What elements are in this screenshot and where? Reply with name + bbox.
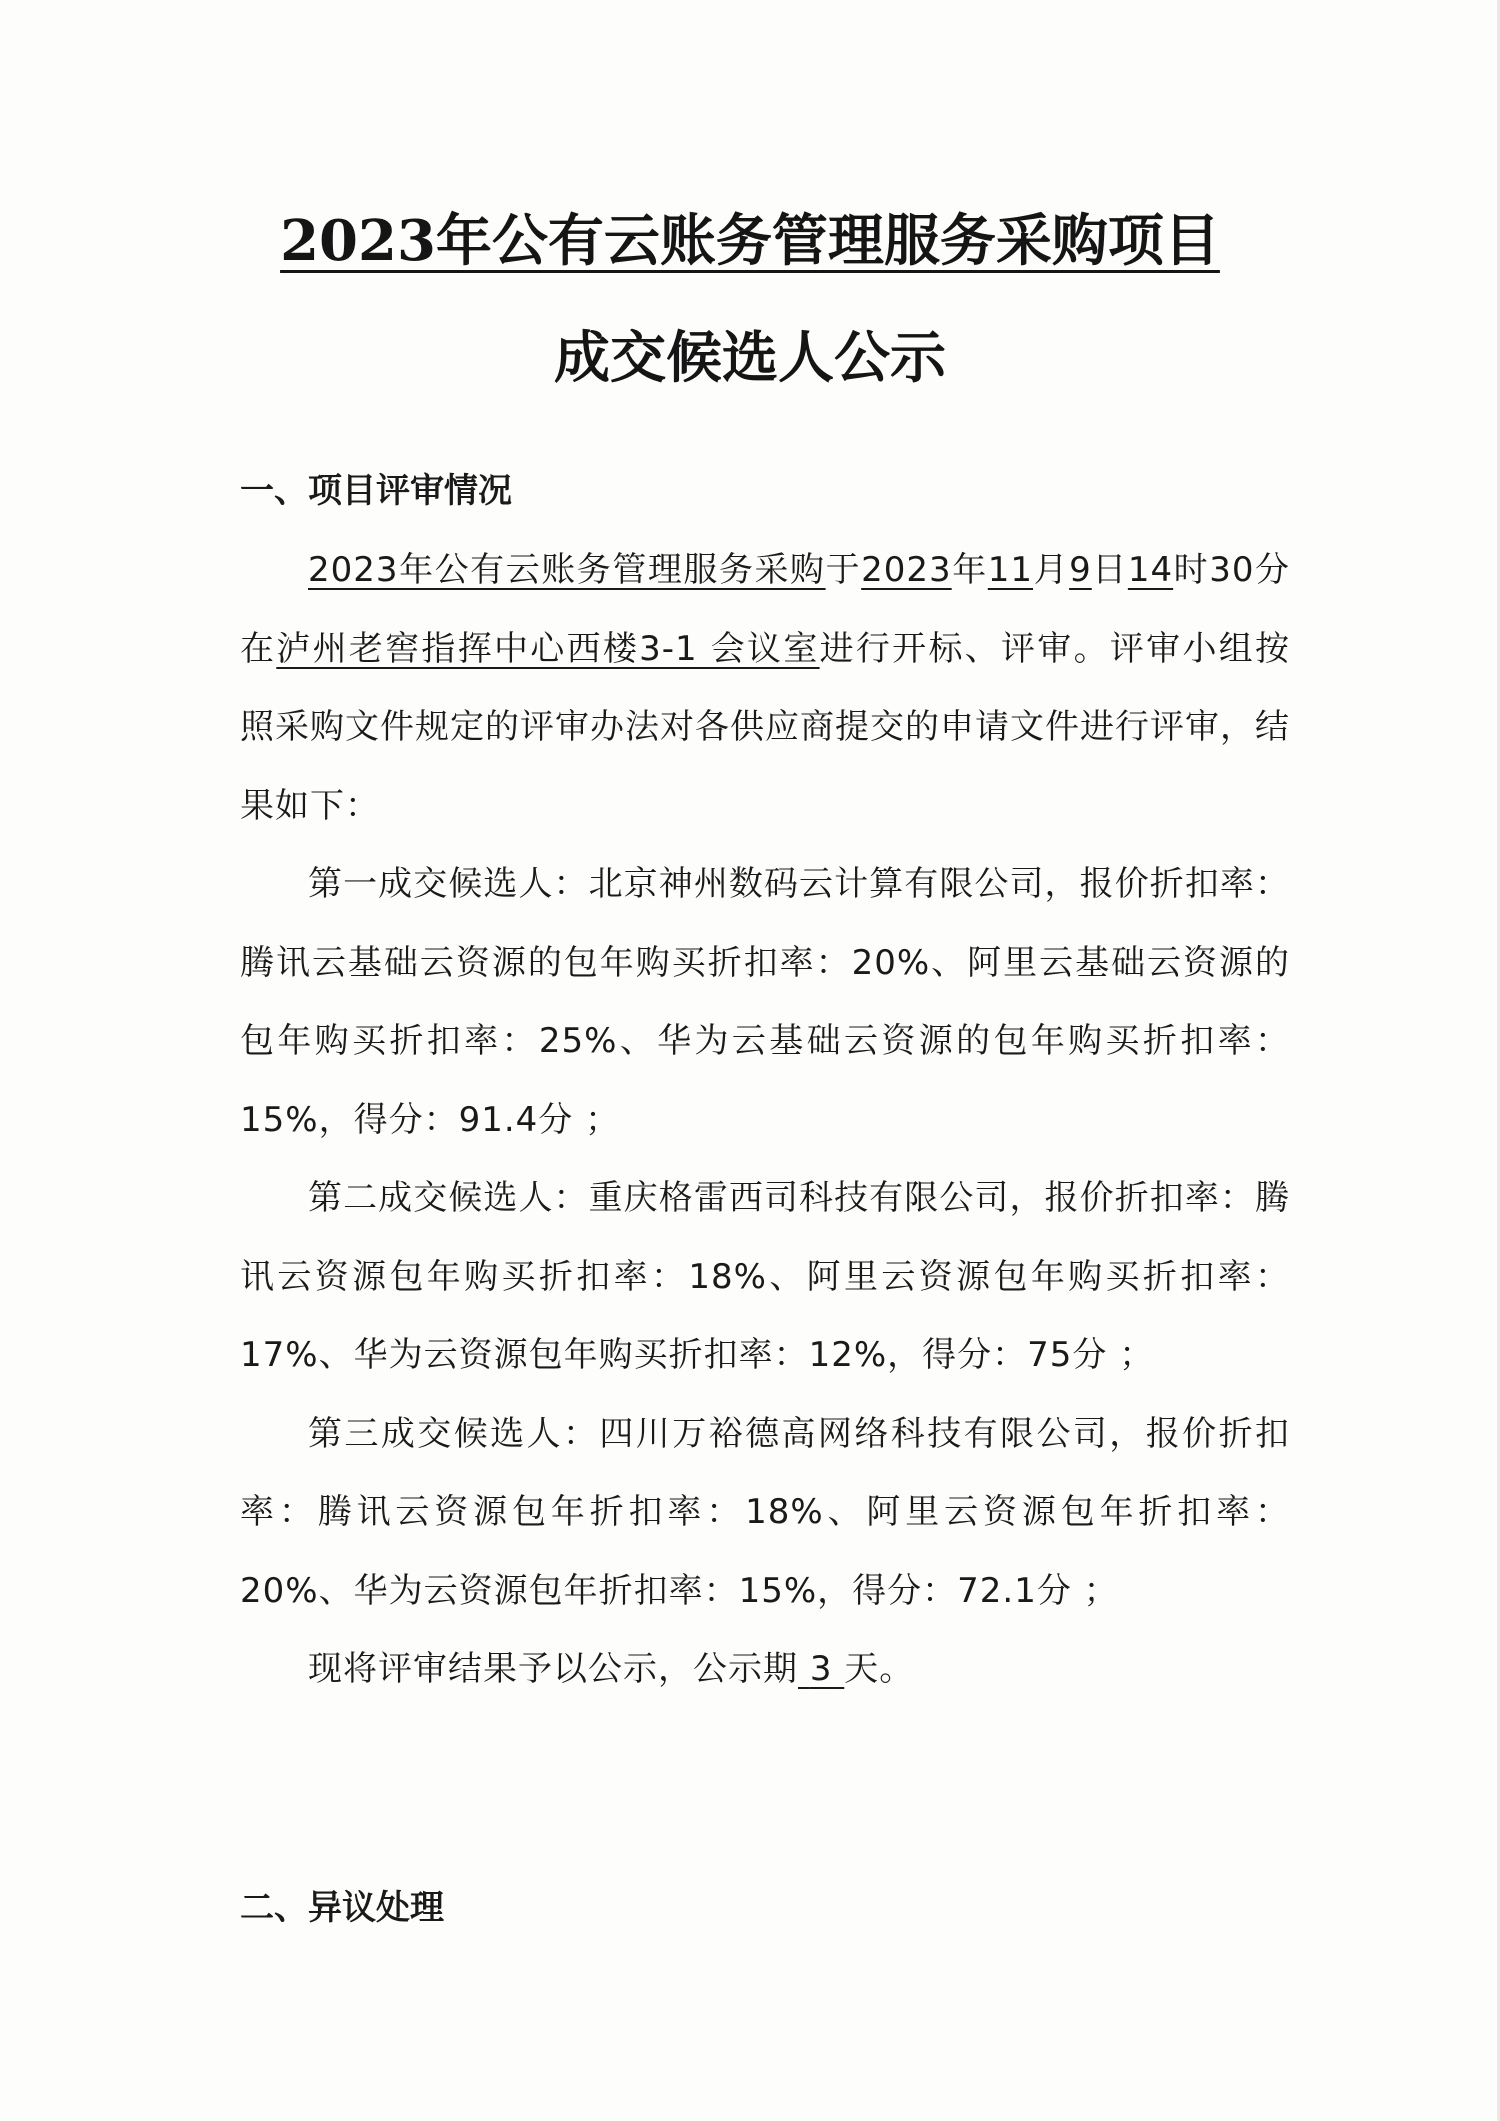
candidate-1-paragraph: 第一成交候选人：北京神州数码云计算有限公司，报价折扣率：腾讯云基础云资源的包年购买折扣率：20%、阿里云基础云资源的包年购买折扣率：25%、华为云基础云资源的包年购买折扣率：15%，得分：91.4分 ； [240, 864, 1290, 1140]
document-title-line-2: 成交候选人公示 [554, 325, 946, 391]
section-heading-review: 一、项目评审情况 [240, 471, 512, 511]
candidate-3-paragraph: 第三成交候选人：四川万裕德高网络科技有限公司，报价折扣率：腾讯云资源包年折扣率：18%、阿里云资源包年折扣率：20%、华为云资源包年折扣率：15%，得分：72.1分 ； [240, 1413, 1290, 1611]
project-name: 2023年公有云账务管理服务采购 [308, 550, 826, 590]
day-value: 9 [1069, 550, 1092, 590]
section-heading-objection: 二、异议处理 [240, 1888, 444, 1928]
publicity-paragraph: 现将评审结果予以公示，公示期 3 天。 [308, 1649, 915, 1689]
title-underlined: 2023年公有云账务管理服务采购项目 [280, 208, 1220, 274]
month-value: 11 [987, 550, 1034, 590]
candidate-2-paragraph: 第二成交候选人：重庆格雷西司科技有限公司，报价折扣率：腾讯云资源包年购买折扣率：18%、阿里云资源包年购买折扣率：17%、华为云资源包年购买折扣率：12%，得分：75分 ； [240, 1178, 1290, 1375]
intro-paragraph: 2023年公有云账务管理服务采购于2023年11月9日14时30分在泸州老窖指挥中心西楼3-1 会议室进行开标、评审。评审小组按照采购文件规定的评审办法对各供应商提交的申请文件进行评审，结果如下： [240, 550, 1291, 826]
publicity-days: 3 [809, 1649, 833, 1689]
section-body-review [240, 531, 1290, 1709]
hour-value: 14 [1127, 550, 1174, 590]
venue: 泸州老窖指挥中心西楼3-1 会议室 [276, 628, 820, 669]
year-value: 2023 [861, 550, 952, 590]
document-title-line-1 [0, 206, 1500, 276]
